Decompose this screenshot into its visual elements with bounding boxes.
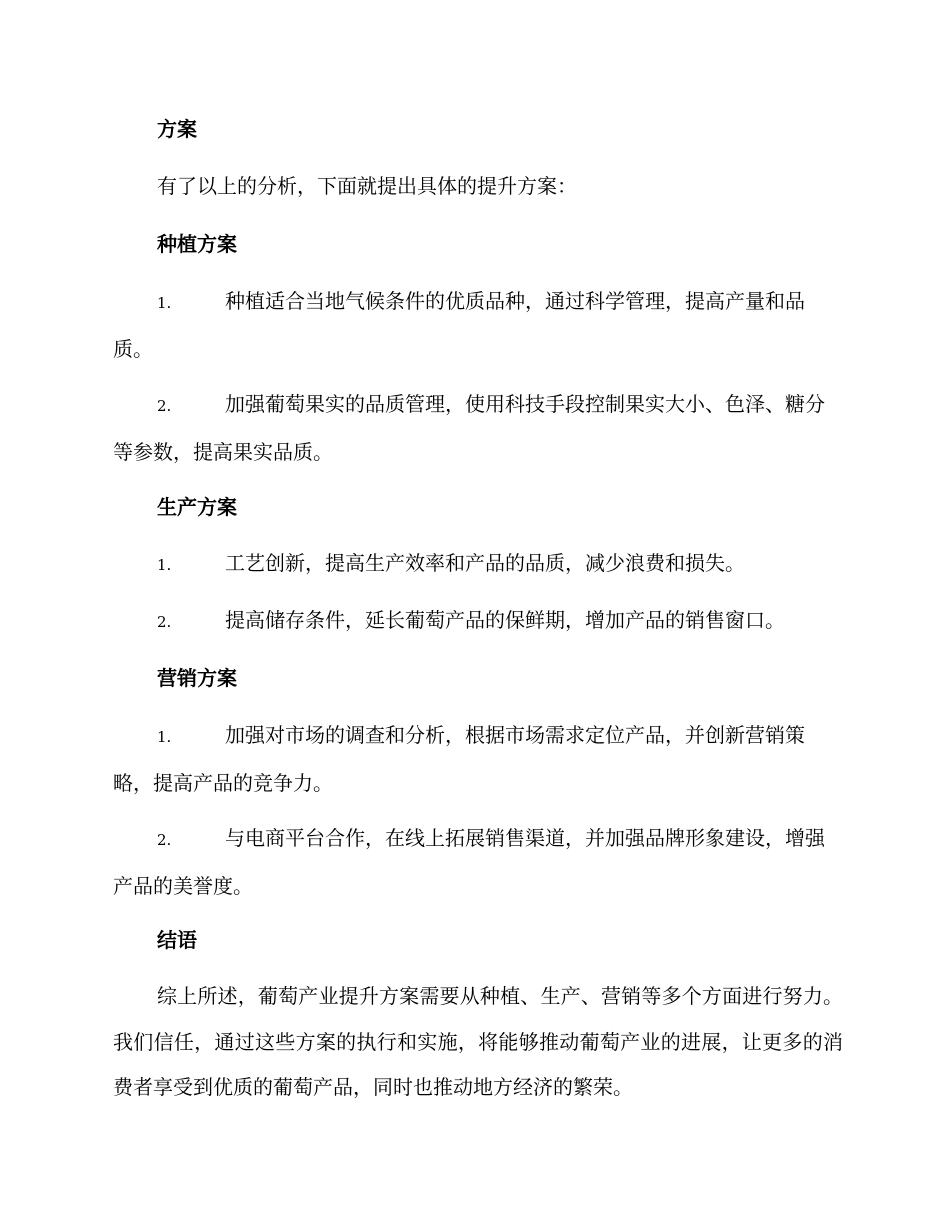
planting-heading: 种植方案: [157, 232, 237, 256]
marketing-item-1: [113, 713, 843, 806]
production-item-2: [113, 598, 843, 646]
list-item-text: 与电商平台合作，在线上拓展销售渠道，并加强品牌形象建设，增强产品的美誉度。: [113, 826, 825, 898]
section-title: 方案: [157, 117, 197, 141]
marketing-heading: 营销方案: [157, 666, 237, 690]
list-number: 1.: [157, 294, 172, 312]
list-item-text: 加强对市场的调查和分析，根据市场需求定位产品，并创新营销策略，提高产品的竞争力。: [113, 723, 805, 795]
list-number: 1.: [157, 556, 172, 574]
intro-paragraph: 有了以上的分析，下面就提出具体的提升方案：: [157, 174, 577, 198]
conclusion-paragraph: 综上所述，葡萄产业提升方案需要从种植、生产、营销等多个方面进行努力。我们信任，通过这些方案的执行和实施，将能够推动葡萄产业的进展，让更多的消费者享受到优质的葡萄产品，同时也推动地方经济的繁荣。: [113, 984, 843, 1099]
conclusion-heading: 结语: [157, 928, 197, 952]
production-heading: 生产方案: [157, 495, 237, 519]
list-number: 2.: [157, 613, 172, 631]
list-number: 2.: [157, 397, 172, 415]
list-item-text: 提高储存条件，延长葡萄产品的保鲜期，增加产品的销售窗口。: [225, 608, 785, 632]
list-item-text: 加强葡萄果实的品质管理，使用科技手段控制果实大小、色泽、糖分等参数，提高果实品质。: [113, 392, 825, 464]
list-number: 2.: [157, 831, 172, 849]
list-item-text: 种植适合当地气候条件的优质品种，通过科学管理，提高产量和品质。: [113, 289, 805, 361]
planting-item-2: [113, 382, 843, 475]
production-item-1: [113, 541, 843, 589]
list-item-text: 工艺创新，提高生产效率和产品的品质，减少浪费和损失。: [225, 551, 745, 575]
marketing-item-2: [113, 816, 843, 909]
list-number: 1.: [157, 728, 172, 746]
planting-item-1: [113, 279, 843, 372]
